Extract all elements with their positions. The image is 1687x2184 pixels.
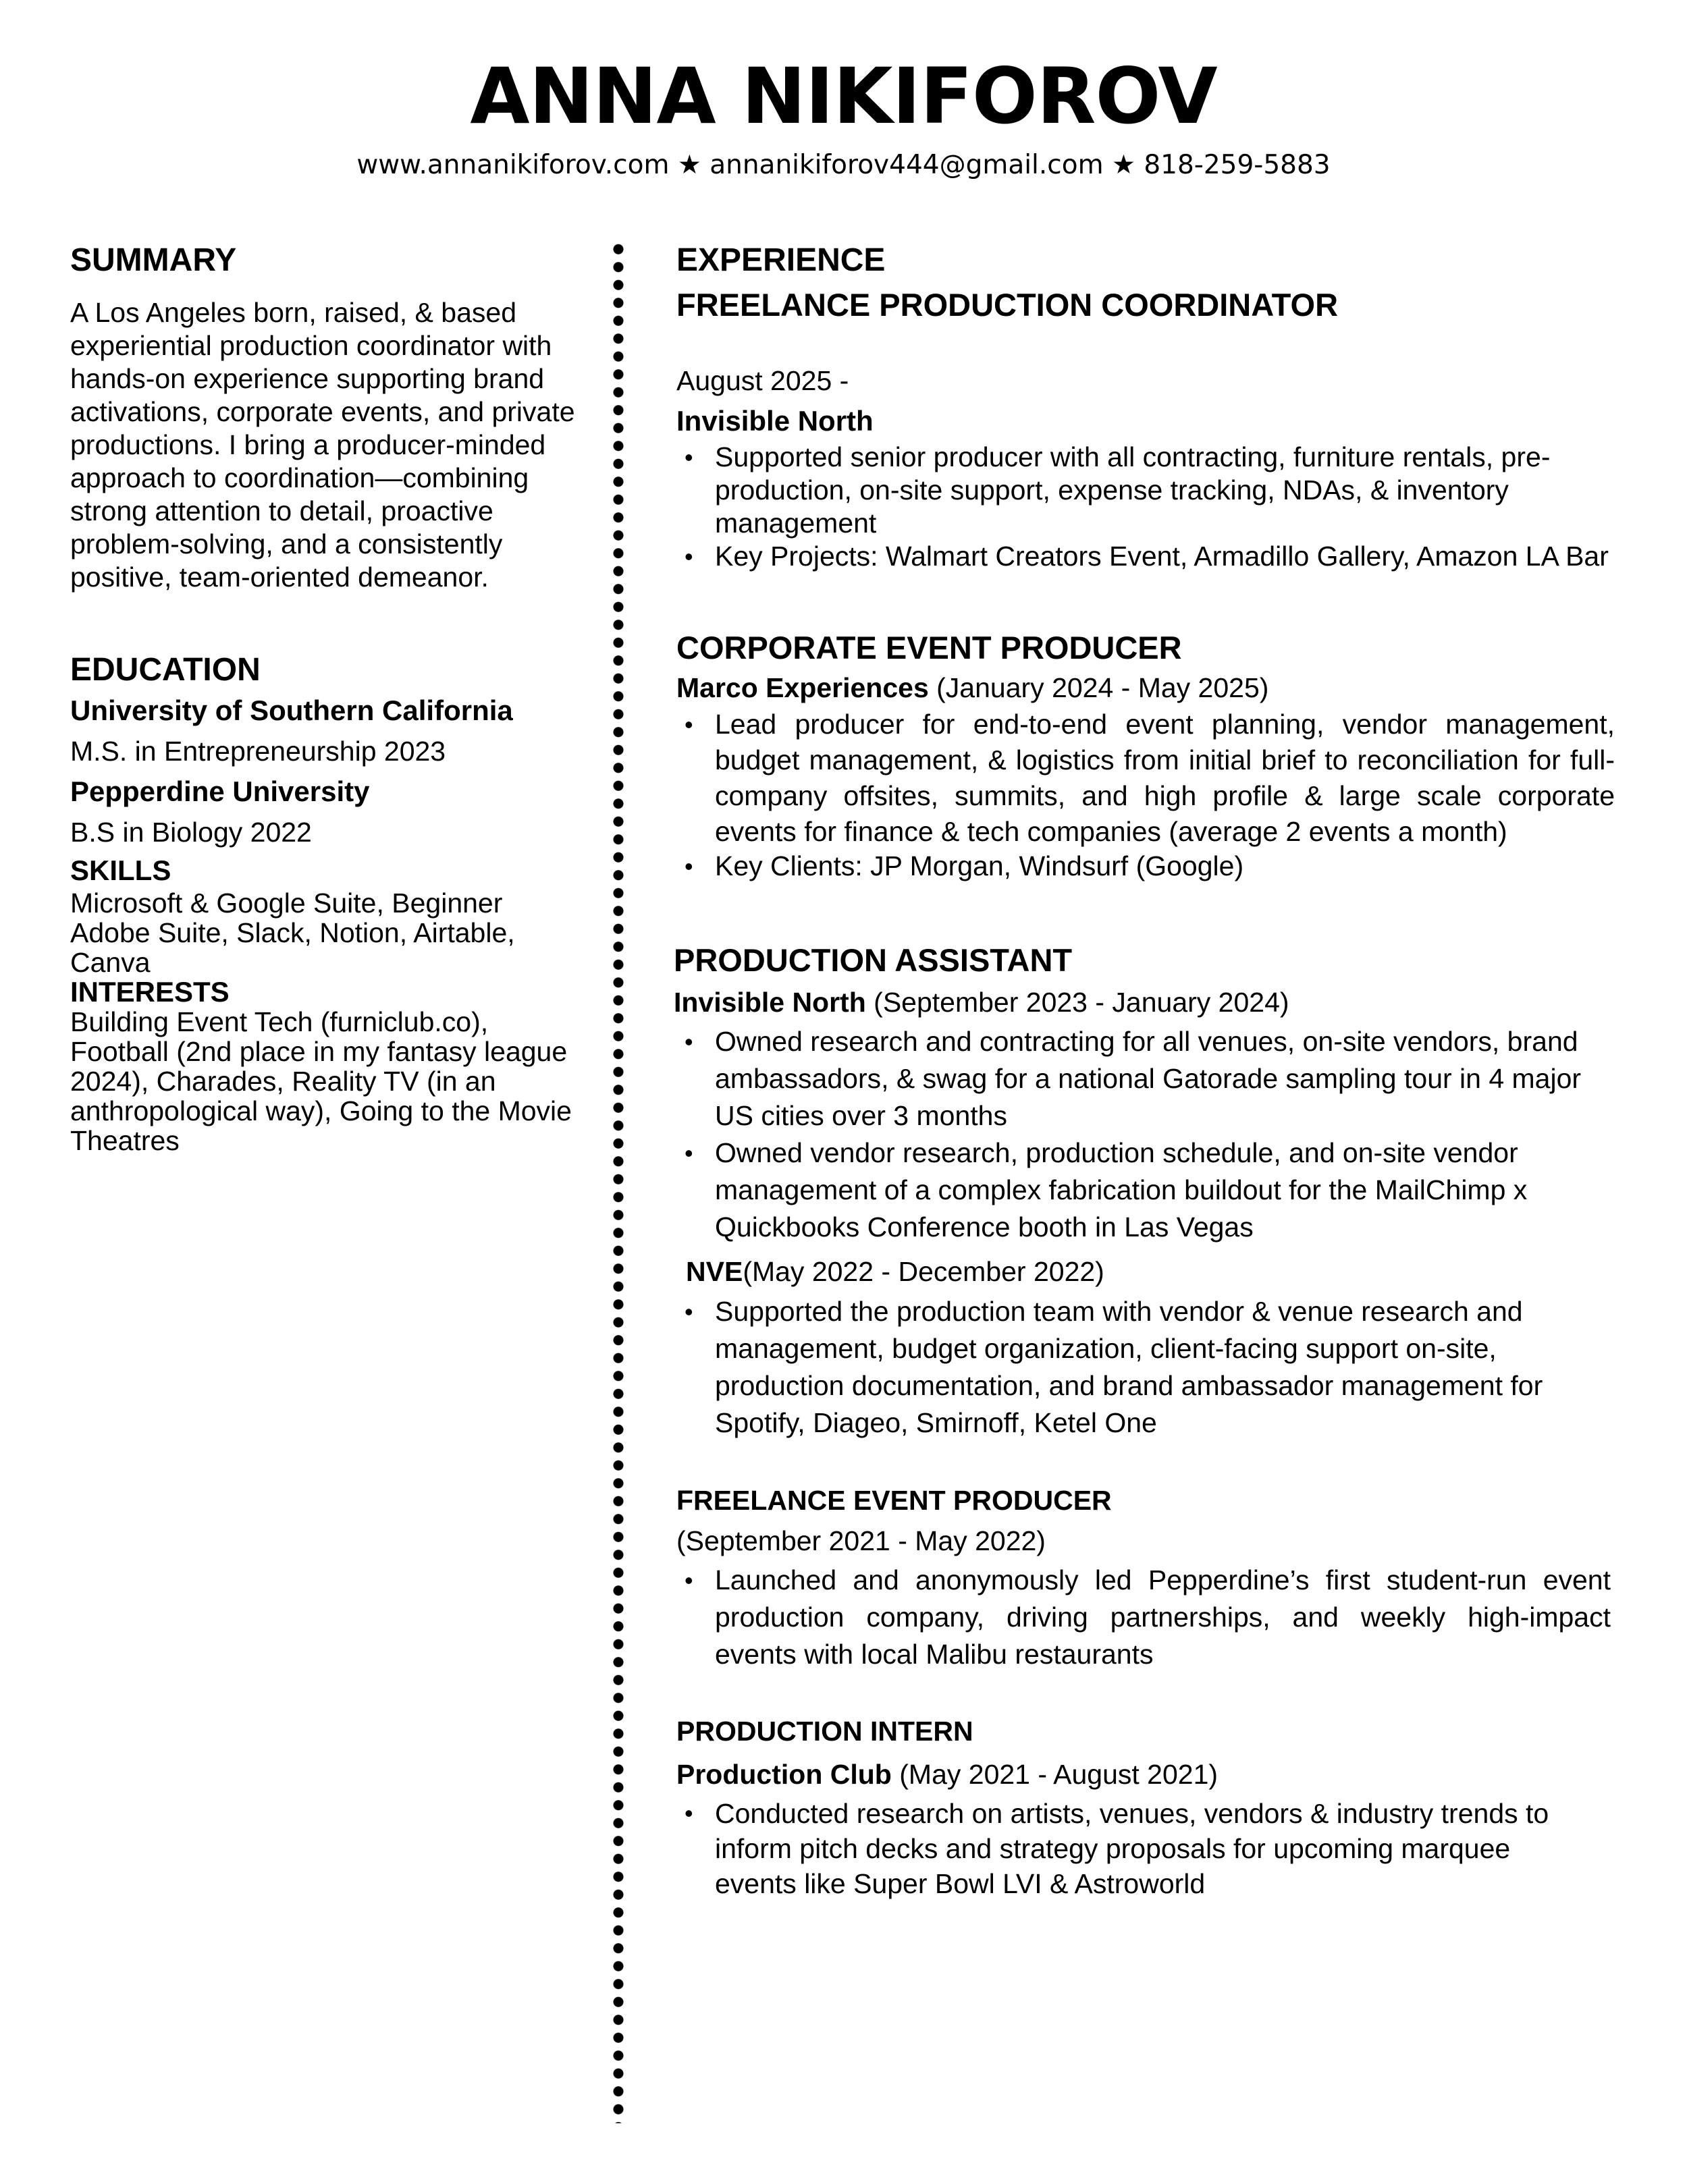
job-company: Invisible North [674,987,866,1018]
job-title: FREELANCE PRODUCTION COORDINATOR [676,287,1339,323]
bullet-item: • Key Clients: JP Morgan, Windsurf (Google) [676,850,1615,883]
job-bullets [676,441,1615,573]
bullet-item: • Supported senior producer with all contracting, furniture rentals, pre-production, on-site support, expense tracking, NDAs, & inventory management [676,441,1615,540]
bullet-item: • Owned vendor research, production schedule, and on-site vendor management of a complex fabrication buildout for the MailChimp x Quickbooks Conference booth in Las Vegas [676,1135,1615,1246]
job-title: CORPORATE EVENT PRODUCER [676,630,1182,665]
job-bullets [676,707,1615,883]
job-date: (May 2022 - December 2022) [743,1256,1104,1287]
job-bullets [676,1796,1615,1901]
job-company-line [676,669,1615,707]
skills-text: Microsoft & Google Suite, Beginner Adobe Suite, Slack, Notion, Airtable, Canva [70,888,515,978]
job-date: (May 2021 - August 2021) [899,1759,1219,1790]
school-degree: B.S in Biology 2022 [70,817,312,848]
job-title: PRODUCTION INTERN [676,1716,973,1747]
job-company-line [674,981,1615,1023]
bullet-item: • Key Projects: Walmart Creators Event, Armadillo Gallery, Amazon LA Bar [676,540,1615,573]
job-title: PRODUCTION ASSISTANT [674,942,1073,978]
job-company: NVE [686,1256,743,1287]
job-company: Production Club [676,1759,892,1790]
job-title: FREELANCE EVENT PRODUCER [676,1485,1112,1516]
job-date: (January 2024 - May 2025) [936,672,1269,703]
summary-heading: SUMMARY [70,242,237,278]
summary-text: A Los Angeles born, raised, & based experiential production coordinator with hands-on experience supporting brand activations, corporate events, and private productions. I bring a producer-minded approach to coordination—combining strong attention to detail, proactive problem-solving, and a consistently positive, team-oriented demeanor. [70,297,575,593]
dotted-divider [611,240,626,2123]
contact-line: www.annanikiforov.com ★ annanikiforov444@gmail.com ★ 818-259-5883 [356,150,1331,180]
school-name: University of Southern California [70,694,513,726]
bullet-item: • Launched and anonymously led Pepperdine’s first student-run event production company, driving partnerships, and weekly high-impact events with local Malibu restaurants [676,1562,1615,1673]
job-date: (September 2021 - May 2022) [676,1525,1046,1556]
job-bullets [676,1562,1615,1673]
job-bullets [676,1023,1615,1246]
education-heading: EDUCATION [70,652,261,688]
resume-name: ANNA NIKIFOROV [470,51,1217,141]
skills-heading: SKILLS [70,854,171,886]
bullet-item: • Owned research and contracting for all venues, on-site vendors, brand ambassadors, & swag for a national Gatorade sampling tour in 4 major US cities over 3 months [676,1023,1615,1135]
school-name: Pepperdine University [70,775,370,807]
job-company-line [686,1250,1615,1293]
bullet-item: • Supported the production team with vendor & venue research and management, budget organization, client-facing support on-site, production documentation, and brand ambassador management for Spotify, Diageo, Smirnoff, Ketel One [676,1293,1615,1442]
job-company-line [676,1753,1615,1796]
school-degree: M.S. in Entrepreneurship 2023 [70,736,446,767]
job-company: Marco Experiences [676,672,929,703]
bullet-item: • Conducted research on artists, venues, vendors & industry trends to inform pitch decks and strategy proposals for upcoming marquee events like Super Bowl LVI & Astroworld [676,1796,1574,1901]
interests-text: Building Event Tech (furniclub.co), Football (2nd place in my fantasy league 2024), Charades, Reality TV (in an anthropological way), Going to the Movie Theatres [70,1006,572,1156]
left-column [70,240,583,1155]
bullet-item: • Lead producer for end-to-end event planning, vendor management, budget management, & logistics from initial brief to reconciliation for full-company offsites, summits, and high profile & large scale corporate events for finance & tech companies (average 2 events a month) [676,707,1615,850]
job-date: August 2025 - [676,365,849,396]
experience-heading: EXPERIENCE [676,242,886,278]
right-column [676,240,1615,1901]
interests-heading: INTERESTS [70,976,230,1008]
job-company: Invisible North [676,405,874,437]
job-bullets [676,1293,1615,1442]
job-date: (September 2023 - January 2024) [874,987,1289,1018]
